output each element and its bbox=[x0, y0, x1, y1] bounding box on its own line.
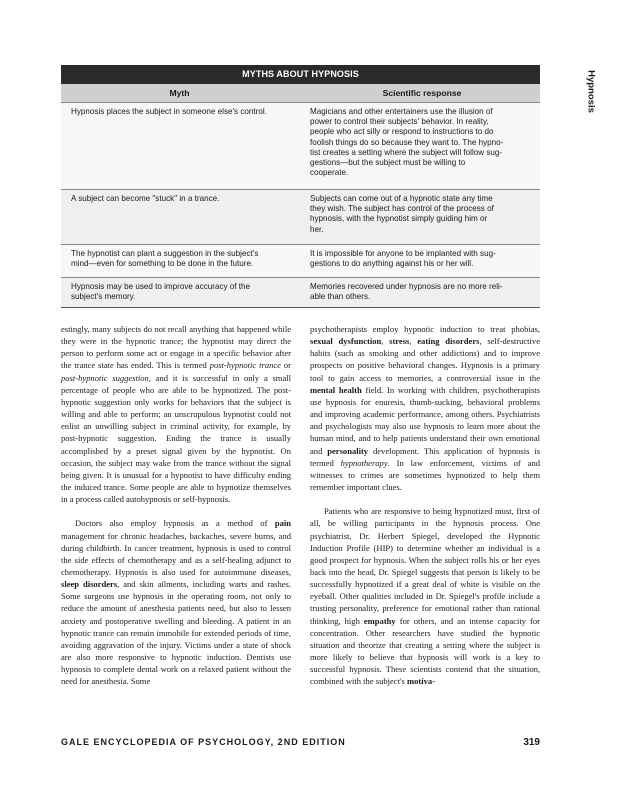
paragraph: estingly, many subjects do not recall anything that happened while they were in the hypnotic trance; the hypnotist may direct the person to perform some act or engage in a specific behavior after the trance state has ended. This is termed post-hypnotic trance or post-hypnotic suggestion, and it is successful in only a small percentage of people who are able to be hypnotized. The post-hypnotic suggestion only works for behaviors that the subject is willing and able to perform; an unscrupulous hypnotist could not enlist an unwilling subject in criminal activity, for example, by post-hypnotic suggestion. Ending the trance is usually accomplished by a preset signal given by the hypnotist. On occasion, the subject may wake from the trance without the signal being given. It is unusual for a hypnotist to have difficulty ending the induced trance. Some people are able to hypnotize themselves in a process called autohypnosis or self-hypnosis. bbox=[61, 324, 292, 505]
paragraph: Patients who are responsive to being hypnotized must, first of all, be willing participants in the hypnosis process. One psychiatrist, Dr. Herbert Spiegel, developed the Hypnotic Induction Profile (HIP) to determine whether an individual is a good prospect for hypnosis. When the subject rolls his or her eyes back into the head, Dr. Spiegel suggests that person is likely to be successfully hypnotized if a great deal of white is visible on the eyeball. Other qualities included in Dr. Spiegel's profile include a trusting personality, preference for emotional rather than rational thinking, high empathy for others, and an intense capacity for concentration. Other researchers have studied the hypnotic situation and theorize that creating a setting where the subject is more likely to believe that hypnosis will work is a key to successful hypnosis. These scientists contend that the situation, combined with the subject's motiva- bbox=[310, 506, 540, 687]
section-tab-label: Hypnosis bbox=[585, 70, 597, 113]
table-row bbox=[61, 277, 540, 307]
term-link: personality bbox=[327, 445, 369, 456]
term-link: pain bbox=[274, 518, 291, 529]
page-number: 319 bbox=[523, 737, 540, 748]
response-cell: It is impossible for anyone to be implanted with sug- gestions to do anything against his or her will. bbox=[310, 249, 496, 269]
table-header-row bbox=[61, 84, 540, 102]
table-body bbox=[61, 102, 540, 307]
term-link: motiva- bbox=[406, 676, 435, 687]
table-row bbox=[61, 244, 540, 277]
body-text bbox=[61, 323, 540, 723]
table-row bbox=[61, 102, 540, 189]
header-myth: Myth bbox=[169, 88, 190, 98]
myth-cell: The hypnotist can plant a suggestion in the subject's mind—even for something to be done in the future. bbox=[71, 249, 259, 269]
term-link: mental health bbox=[310, 384, 362, 395]
term-link: eating disorders bbox=[417, 336, 480, 347]
right-column bbox=[310, 323, 540, 688]
term-link: empathy bbox=[363, 615, 396, 626]
response-cell: Subjects can come out of a hypnotic state any time they wish. The subject has control of the process of hypnosis, with the hypnotist simply guiding him or her. bbox=[310, 194, 494, 234]
paragraph: Doctors also employ hypnosis as a method of pain management for chronic headaches, backaches, severe burns, and during childbirth. In cancer treatment, hypnosis is used to control the side effects of chemotherapy and as a self-healing adjunct to chemotherapy. Hypnosis is also used for autoimmune diseases, sleep disorders, and skin ailments, including warts and rashes. Some surgeons use hypnosis in the operating room, not only to reduce the amount of anesthesia patients need, but also to lessen anxiety and postoperative swelling and bleeding. A patient in an hypnotic trance can remain immobile for extended periods of time, avoiding aggravation of the injury. Victims under a state of shock are also more responsive to hypnotic induction. Dentists use hypnosis to complete dental work on a relaxed patient without the need for anesthesia. Some bbox=[61, 518, 291, 687]
myth-cell: Hypnosis places the subject in someone else's control. bbox=[71, 107, 267, 116]
term-link: sleep disorders bbox=[61, 579, 118, 590]
table-row bbox=[61, 189, 540, 244]
term-link: sexual dysfunction bbox=[310, 336, 382, 347]
table-title: MYTHS ABOUT HYPNOSIS bbox=[61, 65, 540, 84]
page-footer bbox=[61, 737, 540, 751]
myth-cell: Hypnosis may be used to improve accuracy of the subject's memory. bbox=[71, 282, 251, 302]
term-link: stress bbox=[389, 336, 410, 347]
section-tab bbox=[580, 60, 602, 130]
header-scientific-response: Scientific response bbox=[382, 88, 462, 98]
myth-cell: A subject can become "stuck" in a trance. bbox=[71, 194, 220, 203]
response-cell: Memories recovered under hypnosis are no more reli- able than others. bbox=[310, 282, 503, 302]
response-cell: Magicians and other entertainers use the illusion of power to control their subjects' behavior. In reality, people who act silly or respond to instructions to do foolish things do so because they want to. The hypno- tist creates a setting where the subject will follow sug- gestions—but the subject must be willing to cooperate. bbox=[310, 107, 504, 178]
myths-table bbox=[61, 65, 540, 308]
paragraph: psychotherapists employ hypnotic induction to treat phobias, sexual dysfunction, stress, eating disorders, self-destructive habits (such as smoking and other addictions) and to improve prospects on positive behavioral changes. Hypnosis is a primary tool to gain access to memories, a controversial issue in the mental health field. In working with children, psychotherapists use hypnosis for enuresis, thumb-sucking, behavioral problems and improving academic performance, among others. Psychiatrists and psychologists may also use hypnosis to learn more about the human mind, and to help patients understand their own emotional and personality development. This application of hypnosis is termed hypnotherapy. In law enforcement, victims of and witnesses to crimes are sometimes hypnotized to help them remember important clues. bbox=[310, 324, 541, 493]
publication-title: GALE ENCYCLOPEDIA OF PSYCHOLOGY, 2ND EDITION bbox=[61, 737, 346, 747]
left-column bbox=[61, 323, 291, 688]
